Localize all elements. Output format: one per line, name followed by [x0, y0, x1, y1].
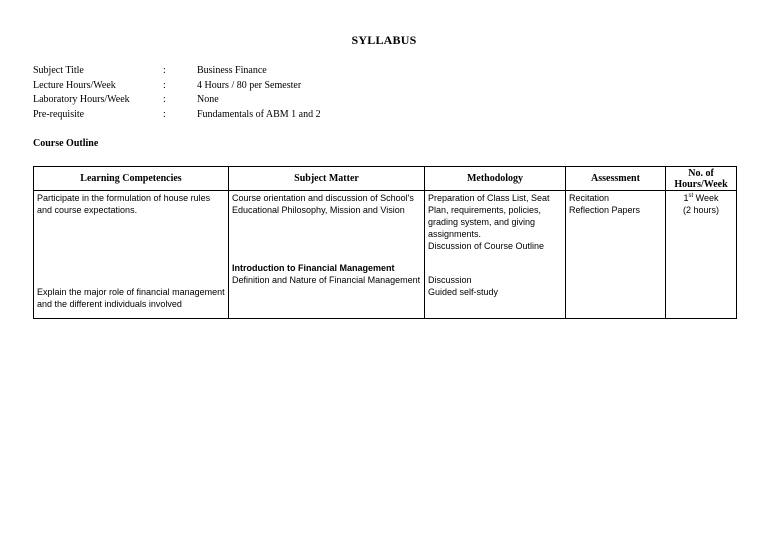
- header-methodology: Methodology: [425, 167, 566, 191]
- week-word: Week: [695, 193, 719, 203]
- competency-item: Participate in the formulation of house rules and course expectations.: [37, 193, 211, 215]
- header-assessment: Assessment: [566, 167, 666, 191]
- subject-info: [33, 64, 457, 122]
- info-colon: :: [163, 94, 166, 106]
- info-row-laboratory-hours: [33, 93, 457, 108]
- info-value: None: [197, 94, 219, 106]
- cell-methodology: [425, 191, 566, 319]
- cell-hours-week: [666, 191, 737, 319]
- week-number: 1: [683, 193, 689, 203]
- header-hours-week: No. of Hours/Week: [666, 167, 737, 191]
- info-row-prerequisite: [33, 108, 457, 123]
- methodology-item: Discussion of Course Outline: [428, 241, 545, 251]
- cell-subject-matter: [229, 191, 425, 319]
- info-value: Business Finance: [197, 65, 267, 76]
- info-value: 4 Hours / 80 per Semester: [197, 79, 302, 91]
- info-colon: :: [163, 79, 166, 91]
- info-label: Subject Title: [33, 65, 84, 76]
- course-outline-table: [33, 166, 737, 319]
- header-learning-competencies: Learning Competencies: [34, 167, 229, 191]
- header-subject-matter: Subject Matter: [229, 167, 425, 191]
- info-colon: :: [163, 65, 166, 76]
- info-row-subject-title: [33, 64, 457, 79]
- info-label: Pre-requisite: [33, 108, 85, 120]
- hours-week-label: [669, 192, 733, 204]
- cell-learning-competencies: [34, 191, 229, 319]
- cell-assessment: [566, 191, 666, 319]
- page-title: SYLLABUS: [351, 33, 417, 47]
- subject-matter-heading: Introduction to Financial Management: [232, 263, 395, 273]
- course-outline-heading: Course Outline: [33, 138, 99, 149]
- subject-matter-item: Definition and Nature of Financial Management: [232, 275, 421, 285]
- table-row: [34, 191, 737, 319]
- hours-duration: (2 hours): [682, 205, 719, 215]
- assessment-item: Recitation: [569, 193, 610, 203]
- info-row-lecture-hours: [33, 79, 457, 94]
- subject-matter-item: Course orientation and discussion of School's Educational Philosophy, Mission and Vision: [232, 193, 414, 215]
- competency-item: Explain the major role of financial management and the different individuals involved: [37, 287, 225, 309]
- week-ordinal-suffix: st: [688, 193, 694, 199]
- methodology-item: Preparation of Class List, Seat Plan, requirements, policies, grading system, and giving assignments.: [428, 193, 550, 239]
- info-colon: :: [163, 108, 166, 120]
- table-header-row: [34, 167, 737, 191]
- info-label: Lecture Hours/Week: [33, 79, 116, 91]
- assessment-item: Reflection Papers: [569, 205, 641, 215]
- info-label: Laboratory Hours/Week: [33, 94, 130, 106]
- info-value: Fundamentals of ABM 1 and 2: [197, 108, 321, 120]
- methodology-item: Discussion: [428, 275, 472, 285]
- methodology-item: Guided self-study: [428, 287, 499, 297]
